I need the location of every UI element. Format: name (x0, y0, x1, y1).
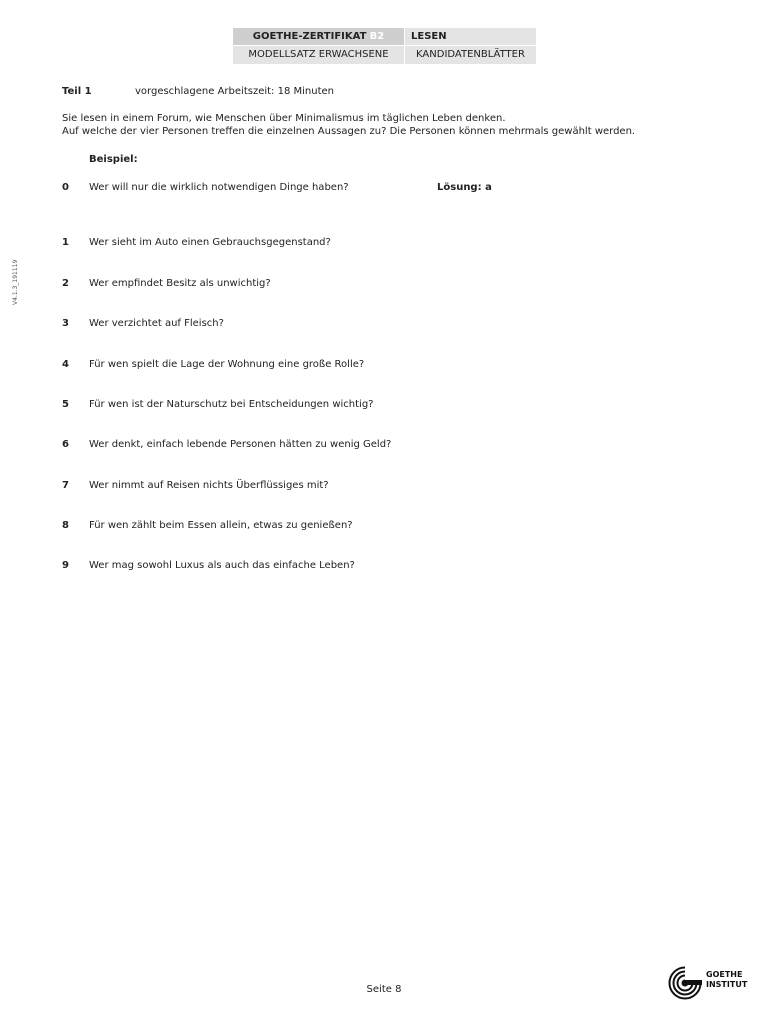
instruction-line-2: Auf welche der vier Personen treffen die einzelnen Aussagen zu? Die Personen können mehrmals gewählt werden. (62, 126, 636, 137)
question-text: Wer empfindet Besitz als unwichtig? (89, 278, 271, 289)
model-set-label: MODELLSATZ ERWACHSENE (233, 46, 404, 64)
question-number: 4 (62, 359, 69, 370)
question-number: 6 (62, 439, 69, 450)
part-label: Teil 1 (62, 86, 92, 97)
module-label: LESEN (404, 28, 536, 46)
question-text: Für wen spielt die Lage der Wohnung eine große Rolle? (89, 359, 365, 370)
question-text: Wer nimmt auf Reisen nichts Überflüssiges mit? (89, 480, 329, 491)
example-solution: Lösung: a (437, 182, 492, 193)
question-text: Für wen zählt beim Essen allein, etwas zu genießen? (89, 520, 353, 531)
version-code: V4.1.3_191119 (12, 259, 19, 305)
example-label: Beispiel: (89, 154, 138, 165)
logo-line-2: INSTITUT (706, 980, 748, 989)
question-text: Für wen ist der Naturschutz bei Entscheidungen wichtig? (89, 399, 374, 410)
question-text: Wer mag sowohl Luxus als auch das einfache Leben? (89, 560, 355, 571)
question-number: 1 (62, 237, 69, 248)
question-number: 7 (62, 480, 69, 491)
question-text: Wer sieht im Auto einen Gebrauchsgegenstand? (89, 237, 331, 248)
goethe-institut-logo (668, 966, 758, 1000)
example-question: Wer will nur die wirklich notwendigen Dinge haben? (89, 182, 349, 193)
working-time: vorgeschlagene Arbeitszeit: 18 Minuten (135, 86, 334, 97)
question-number: 9 (62, 560, 69, 571)
candidate-sheets-label: KANDIDATENBLÄTTER (404, 46, 536, 64)
exam-header (233, 28, 536, 64)
question-number: 5 (62, 399, 69, 410)
instruction-line-1: Sie lesen in einem Forum, wie Menschen über Minimalismus im täglichen Leben denken. (62, 113, 506, 124)
goethe-spiral-icon (668, 966, 702, 1000)
question-number: 3 (62, 318, 69, 329)
certificate-level: B2 (369, 31, 385, 42)
question-number: 2 (62, 278, 69, 289)
question-number: 8 (62, 520, 69, 531)
question-text: Wer denkt, einfach lebende Personen hätten zu wenig Geld? (89, 439, 392, 450)
certificate-cell (233, 28, 404, 46)
logo-line-1: GOETHE (706, 970, 743, 979)
question-text: Wer verzichtet auf Fleisch? (89, 318, 224, 329)
page-number: Seite 8 (366, 984, 402, 995)
certificate-label: GOETHE-ZERTIFIKAT (252, 31, 367, 42)
example-number: 0 (62, 182, 69, 193)
